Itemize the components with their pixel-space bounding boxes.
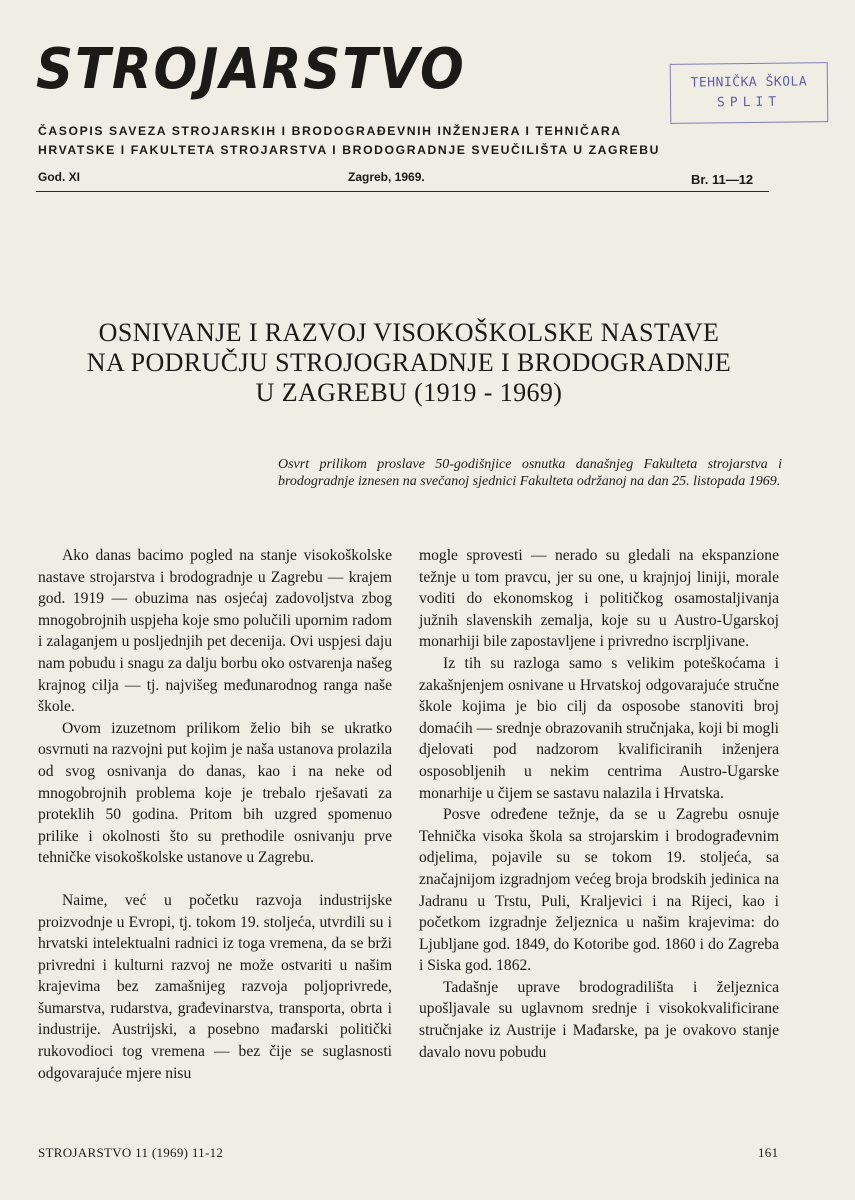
stamp-line-2: SPLIT [716, 94, 782, 111]
paragraph: Ako danas bacimo pogled na stanje visokoškolske nastave strojarstva i brodogradnje u Zagrebu — krajem god. 1919 — obuzima nas osjećaj zadovoljstva zbog mnogobrojnih uspjeha koje smo polučili upornim radom i zalaganjem u posljednjih pet decenija. Ovi uspjesi daju nam pobudu i snagu za dalju borbu oko ostvarenja našeg krajnog cilja — tj. najvišeg međunarodnog ranga naše škole. [38, 547, 392, 716]
year-volume: God. XI [38, 170, 80, 184]
journal-title: STROJARSTVO [36, 37, 466, 102]
journal-subtitle-line-1: ČASOPIS SAVEZA STROJARSKIH I BRODOGRAĐEVNIH INŽENJERA I TEHNIČARA [38, 124, 622, 138]
journal-reference: STROJARSTVO 11 (1969) 11-12 [38, 1145, 224, 1160]
body-column-right [419, 545, 779, 1063]
paragraph: Naime, već u početku razvoja industrijske proizvodnje u Evropi, tj. tokom 19. stoljeća, utvrdili su i hrvatski intelektualni radnici iz toga vremena, da se brži privredni i kulturni razvoj ne može ostvariti u našim krajevima bez zamašnijeg razvoja poljoprivrede, šumarstva, rudarstva, građevinarstva, transporta, obrta i industrije. Austrijski, a posebno mađarski politički rukovodioci tog vremena — bez čije se suglasnosti odgovarajuće mjere nisu [38, 891, 392, 1082]
journal-subtitle-line-2: HRVATSKE I FAKULTETA STROJARSTVA I BRODOGRADNJE SVEUČILIŠTA U ZAGREBU [38, 143, 661, 157]
paragraph: Tadašnje uprave brodogradilišta i željeznica upošljavale su uglavnom srednje i visokokvalificirane stručnjake iz Austrije i Mađarske, pa je ovakovo stanje davalo novu pobudu [419, 978, 779, 1061]
article-title-line-1: OSNIVANJE I RAZVOJ VISOKOŠKOLSKE NASTAVE [98, 318, 720, 347]
article-title [40, 318, 778, 408]
library-stamp [670, 62, 829, 124]
article-title-line-3: U ZAGREBU (1919 - 1969) [255, 378, 563, 407]
page-number: 161 [758, 1145, 779, 1160]
issue-number: Br. 11—12 [691, 172, 754, 187]
place-date: Zagreb, 1969. [348, 170, 425, 184]
paragraph: Ovom izuzetnom prilikom želio bih se ukratko osvrnuti na razvojni put kojim je naša ustanova prolazila od svog osnivanja do danas, kao i na neke od mnogobrojnih problema koje je trebalo rješavati za proteklih 50 godina. Pritom bih uzgred spomenuo prilike i okolnosti što su prethodile osnivanju prve tehničke visokoškolske ustanove u Zagrebu. [38, 719, 392, 867]
stamp-line-1: TEHNIČKA ŠKOLA [690, 74, 808, 91]
paragraph: Iz tih su razloga samo s velikim poteškoćama i zakašnjenjem osnivane u Hrvatskoj odgovarajuće stručne škole kojima je bio cilj da osposobe stanoviti broj domaćih — srednje obrazovanih stručnjaka, koji bi mogli djelovati pod nadzorom kvalificiranih inženjera osposobljenih u nekim centrima Austro-Ugarske monarhije u čijem se sastavu nalazila i Hrvatska. [419, 654, 779, 802]
article-lead: Osvrt prilikom proslave 50-godišnjice osnutka današnjeg Fakulteta strojarstva i brodogradnje iznesen na svečanoj sjednici Fakulteta održanoj na dan 25. listopada 1969. [278, 457, 782, 489]
article-title-line-2: NA PODRUČJU STROJOGRADNJE I BRODOGRADNJE [86, 348, 732, 377]
masthead-divider [36, 191, 769, 192]
body-column-left [38, 545, 392, 1084]
paragraph: mogle sprovesti — nerado su gledali na ekspanzione težnje u tom pravcu, jer su one, u krajnjoj liniji, morale voditi do ekonomskog i političkog osamostaljivanja južnih slavenskih zemalja, koje su u Austro-Ugarskoj monarhiji bile zapostavljene i privredno iscrpljivane. [419, 547, 779, 651]
paragraph: Posve određene težnje, da se u Zagrebu osnuje Tehnička visoka škola sa strojarskim i brodograđevnim odjelima, pojavile su se tokom 19. stoljeća, sa značajnijom izgradnjom većeg broja brodskih jedinica na Jadranu u Trstu, Puli, Kraljevici i na Rijeci, kao i početkom izgradnje željeznica u našim krajevima: do Ljubljane god. 1849, do Kotoribe god. 1860 i do Zagreba i Siska god. 1862. [419, 806, 779, 975]
